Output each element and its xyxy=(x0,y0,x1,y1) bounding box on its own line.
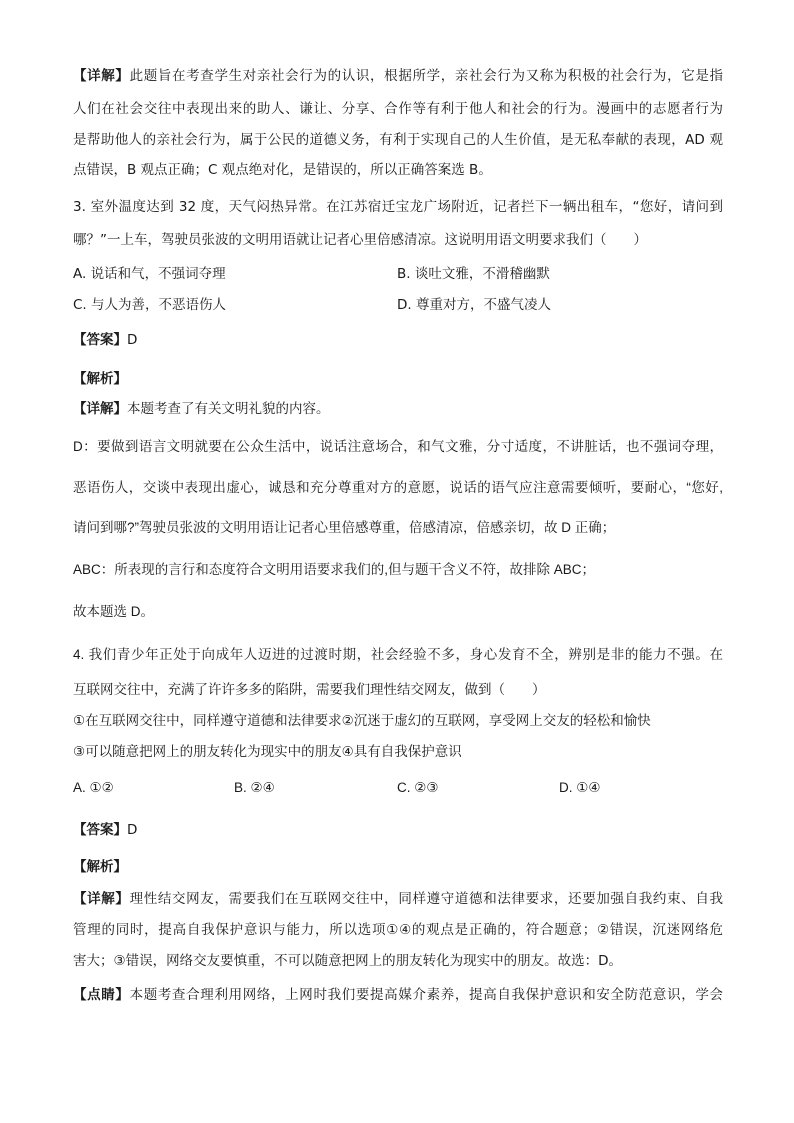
q3-option-c: C. 与人为善，不恶语伤人 xyxy=(73,297,227,313)
q3-answer: 【答案】D xyxy=(73,332,138,348)
q2-explain-line-1: 【详解】此题旨在考查学生对亲社会行为的认识，根据所学，亲社会行为又称为积极的社会行为，它是指 xyxy=(73,68,723,84)
q3-stem-line-1: 3. 室外温度达到 32 度，天气闷热异常。在江苏宿迁宝龙广场附近，记者拦下一辆出租车，“您好，请问到 xyxy=(73,199,723,215)
q4-detail-line-2: 管理的同时，提高自我保护意识与能力，所以选项①④的观点是正确的，符合题意；②错误，沉迷网络危 xyxy=(73,922,723,938)
q4-option-d: D. ①④ xyxy=(559,780,601,795)
q4-option-c: C. ②③ xyxy=(397,780,439,795)
q3-body-line-3: 请问到哪?”驾驶员张波的文明用语让记者心里倍感尊重，倍感清凉，倍感亲切，故 D 正确； xyxy=(73,520,616,535)
q3-body-line-1: D：要做到语言文明就要在公众生活中，说话注意场合，和气文雅，分寸适度，不讲脏话，也不强词夺理， xyxy=(73,439,723,454)
q4-detail-line-3: 害大；③错误，网络交友要慎重，不可以随意把网上的朋友转化为现实中的朋友。故选：D。 xyxy=(73,953,622,969)
q2-explain-line-4: 点错误，B 观点正确；C 观点绝对化，是错误的，所以正确答案选 B。 xyxy=(73,162,492,178)
q4-item-line-1: ①在互联网交往中，同样遵守道德和法律要求②沉迷于虚幻的互联网，享受网上交友的轻松和愉快 xyxy=(73,713,651,728)
q3-body-line-5: 故本题选 D。 xyxy=(73,604,154,619)
q4-stem-line-2: 互联网交往中，充满了许许多多的陷阱，需要我们理性结交网友，做到（ ） xyxy=(73,682,546,697)
q4-item-line-2: ③可以随意把网上的朋友转化为现实中的朋友④具有自我保护意识 xyxy=(73,744,462,759)
q3-analysis-tag: 【解析】 xyxy=(73,371,127,387)
q3-body-line-4: ABC：所表现的言行和态度符合文明用语要求我们的,但与题干含义不符，故排除 ABC； xyxy=(73,562,596,577)
q4-option-a: A. ①② xyxy=(73,780,114,795)
q3-body-line-2: 恶语伤人，交谈中表现出虚心，诚恳和充分尊重对方的意愿，说话的语气应注意需要倾听，要耐心，“您好, xyxy=(73,480,723,495)
q4-option-b: B. ②④ xyxy=(234,780,275,795)
q3-detail: 【详解】本题考查了有关文明礼貌的内容。 xyxy=(73,401,330,417)
q4-answer: 【答案】D xyxy=(73,822,138,838)
q2-explain-line-2: 人们在社会交往中表现出来的助人、谦让、分享、合作等有利于他人和社会的行为。漫画中的志愿者行为 xyxy=(73,101,723,117)
q4-stem-line-1: 4. 我们青少年正处于向成年人迈进的过渡时期，社会经验不多，身心发育不全，辨别是非的能力不强。在 xyxy=(73,647,723,662)
q4-detail-line-1: 【详解】理性结交网友，需要我们在互联网交往中，同样遵守道德和法律要求，还要加强自我约束、自我 xyxy=(73,891,723,907)
q2-explain-line-3: 是帮助他人的亲社会行为，属于公民的道德义务，有利于实现自己的人生价值，是无私奉献的表现，AD 观 xyxy=(73,132,723,148)
q3-option-d: D. 尊重对方，不盛气凌人 xyxy=(397,297,551,313)
q3-option-a: A. 说话和气，不强词夺理 xyxy=(73,266,226,282)
q3-stem-line-2: 哪？”一上车，驾驶员张波的文明用语就让记者心里倍感清凉。这说明用语文明要求我们（ ） xyxy=(73,232,647,248)
q4-tip: 【点睛】本题考查合理利用网络，上网时我们要提高媒介素养，提高自我保护意识和安全防范意识，学会 xyxy=(73,987,723,1003)
q3-option-b: B. 谈吐文雅，不滑稽幽默 xyxy=(397,266,550,282)
detail-tag: 【详解】 xyxy=(73,68,130,84)
q4-analysis-tag: 【解析】 xyxy=(73,859,127,875)
